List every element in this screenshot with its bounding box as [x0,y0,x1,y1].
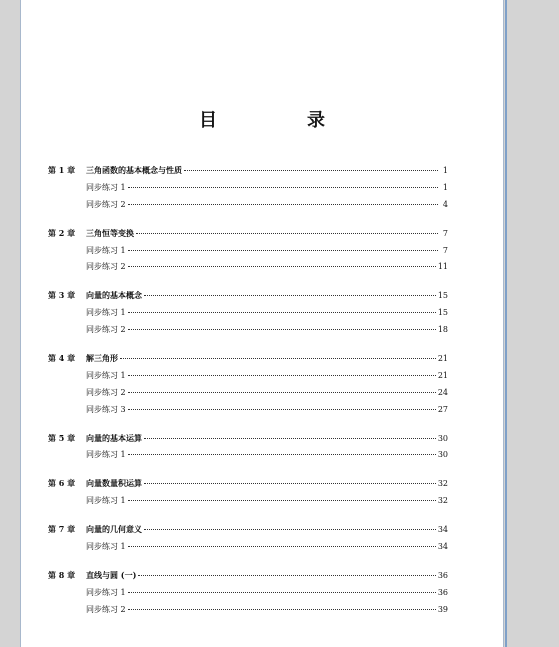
toc-item-row[interactable] [48,245,448,262]
page-number: 4 [442,199,448,209]
chapter-number: 第 5 章 [48,432,76,443]
toc-item-row[interactable] [48,541,448,558]
toc-item-row[interactable] [48,199,448,216]
table-of-contents [48,165,448,633]
toc-chapter [48,353,448,421]
item-label: 同步练习 1 [86,370,126,380]
toc-item-row[interactable] [48,404,448,421]
page-number: 27 [437,404,448,414]
item-label: 同步练习 1 [86,245,126,255]
page-number: 18 [437,325,448,335]
dot-leader [128,500,436,501]
chapter-title: 向量的基本概念 [86,290,142,301]
chapter-number: 第 3 章 [48,290,76,301]
chapter-title: 向量数量积运算 [86,478,142,489]
toc-item-row[interactable] [48,370,448,387]
document-page [20,0,504,647]
chapter-title: 解三角形 [86,353,118,364]
toc-chapter-row[interactable] [48,165,448,182]
chapter-title: 三角函数的基本概念与性质 [86,165,182,175]
item-label: 同步练习 2 [86,387,126,397]
item-label: 同步练习 1 [86,450,126,460]
page-number: 34 [437,525,448,535]
page-number: 15 [437,308,448,318]
toc-chapter [48,290,448,341]
chapter-number: 第 2 章 [48,227,76,238]
toc-item-row[interactable] [48,449,448,466]
dot-leader [136,233,438,234]
dot-leader [144,529,436,530]
page-number: 21 [437,370,448,380]
toc-item-row[interactable] [48,307,448,324]
chapter-number: 第 7 章 [48,524,76,535]
item-label: 同步练习 1 [86,542,126,552]
dot-leader [138,575,435,576]
dot-leader [128,609,436,610]
toc-chapter-row[interactable] [48,228,448,245]
dot-leader [120,358,436,359]
toc-item-row[interactable] [48,182,448,199]
item-label: 同步练习 2 [86,604,126,614]
page-number: 30 [437,433,448,443]
page-number: 7 [442,228,448,238]
dot-leader [184,170,438,171]
chapter-number: 第 8 章 [48,569,76,580]
item-label: 同步练习 1 [86,587,126,597]
chapter-title: 向量的基本运算 [86,432,142,443]
toc-chapter-row[interactable] [48,570,448,587]
chapter-title: 直线与圆 (一) [86,569,137,580]
dot-leader [128,409,436,410]
page-number: 32 [437,479,448,489]
toc-chapter [48,228,448,279]
page-number: 15 [437,291,448,301]
dot-leader [128,187,438,188]
page-title: 目 录 [199,110,361,131]
dot-leader [144,483,436,484]
dot-leader [128,250,438,251]
dot-leader [144,438,436,439]
dot-leader [128,375,436,376]
toc-item-row[interactable] [48,495,448,512]
chapter-number: 第 1 章 [48,165,76,175]
page-number: 7 [442,245,448,255]
item-label: 同步练习 3 [86,404,126,414]
toc-chapter-row[interactable] [48,478,448,495]
chapter-title: 三角恒等变换 [86,227,134,238]
toc-item-row[interactable] [48,604,448,621]
toc-chapter-row[interactable] [48,353,448,370]
page-number: 36 [437,570,448,580]
page-number: 24 [437,387,448,397]
toc-chapter [48,570,448,621]
item-label: 同步练习 1 [86,182,126,192]
chapter-number: 第 6 章 [48,478,76,489]
item-label: 同步练习 1 [86,496,126,506]
page-number: 39 [437,604,448,614]
page-number: 1 [442,182,448,192]
toc-item-row[interactable] [48,324,448,341]
toc-item-row[interactable] [48,587,448,604]
page-number: 21 [437,354,448,364]
dot-leader [128,204,438,205]
toc-chapter-row[interactable] [48,290,448,307]
chapter-number: 第 4 章 [48,353,76,364]
page-number: 36 [437,587,448,597]
dot-leader [128,454,436,455]
page-number: 11 [437,262,448,272]
page-number: 34 [437,542,448,552]
toc-chapter [48,478,448,512]
toc-chapter [48,433,448,467]
dot-leader [128,592,436,593]
dot-leader [128,546,436,547]
toc-item-row[interactable] [48,387,448,404]
dot-leader [128,392,436,393]
dot-leader [144,295,436,296]
toc-item-row[interactable] [48,261,448,278]
page-number: 32 [437,496,448,506]
viewer-scrollbar-edge[interactable] [505,0,507,647]
item-label: 同步练习 2 [86,199,126,209]
item-label: 同步练习 2 [86,262,126,272]
page-number: 30 [437,450,448,460]
item-label: 同步练习 2 [86,325,126,335]
dot-leader [128,266,436,267]
dot-leader [128,312,436,313]
toc-chapter [48,524,448,558]
item-label: 同步练习 1 [86,308,126,318]
toc-chapter [48,165,448,216]
dot-leader [128,329,436,330]
chapter-title: 向量的几何意义 [86,524,142,535]
toc-chapter-row[interactable] [48,433,448,450]
page-number: 1 [442,166,448,175]
toc-chapter-row[interactable] [48,524,448,541]
